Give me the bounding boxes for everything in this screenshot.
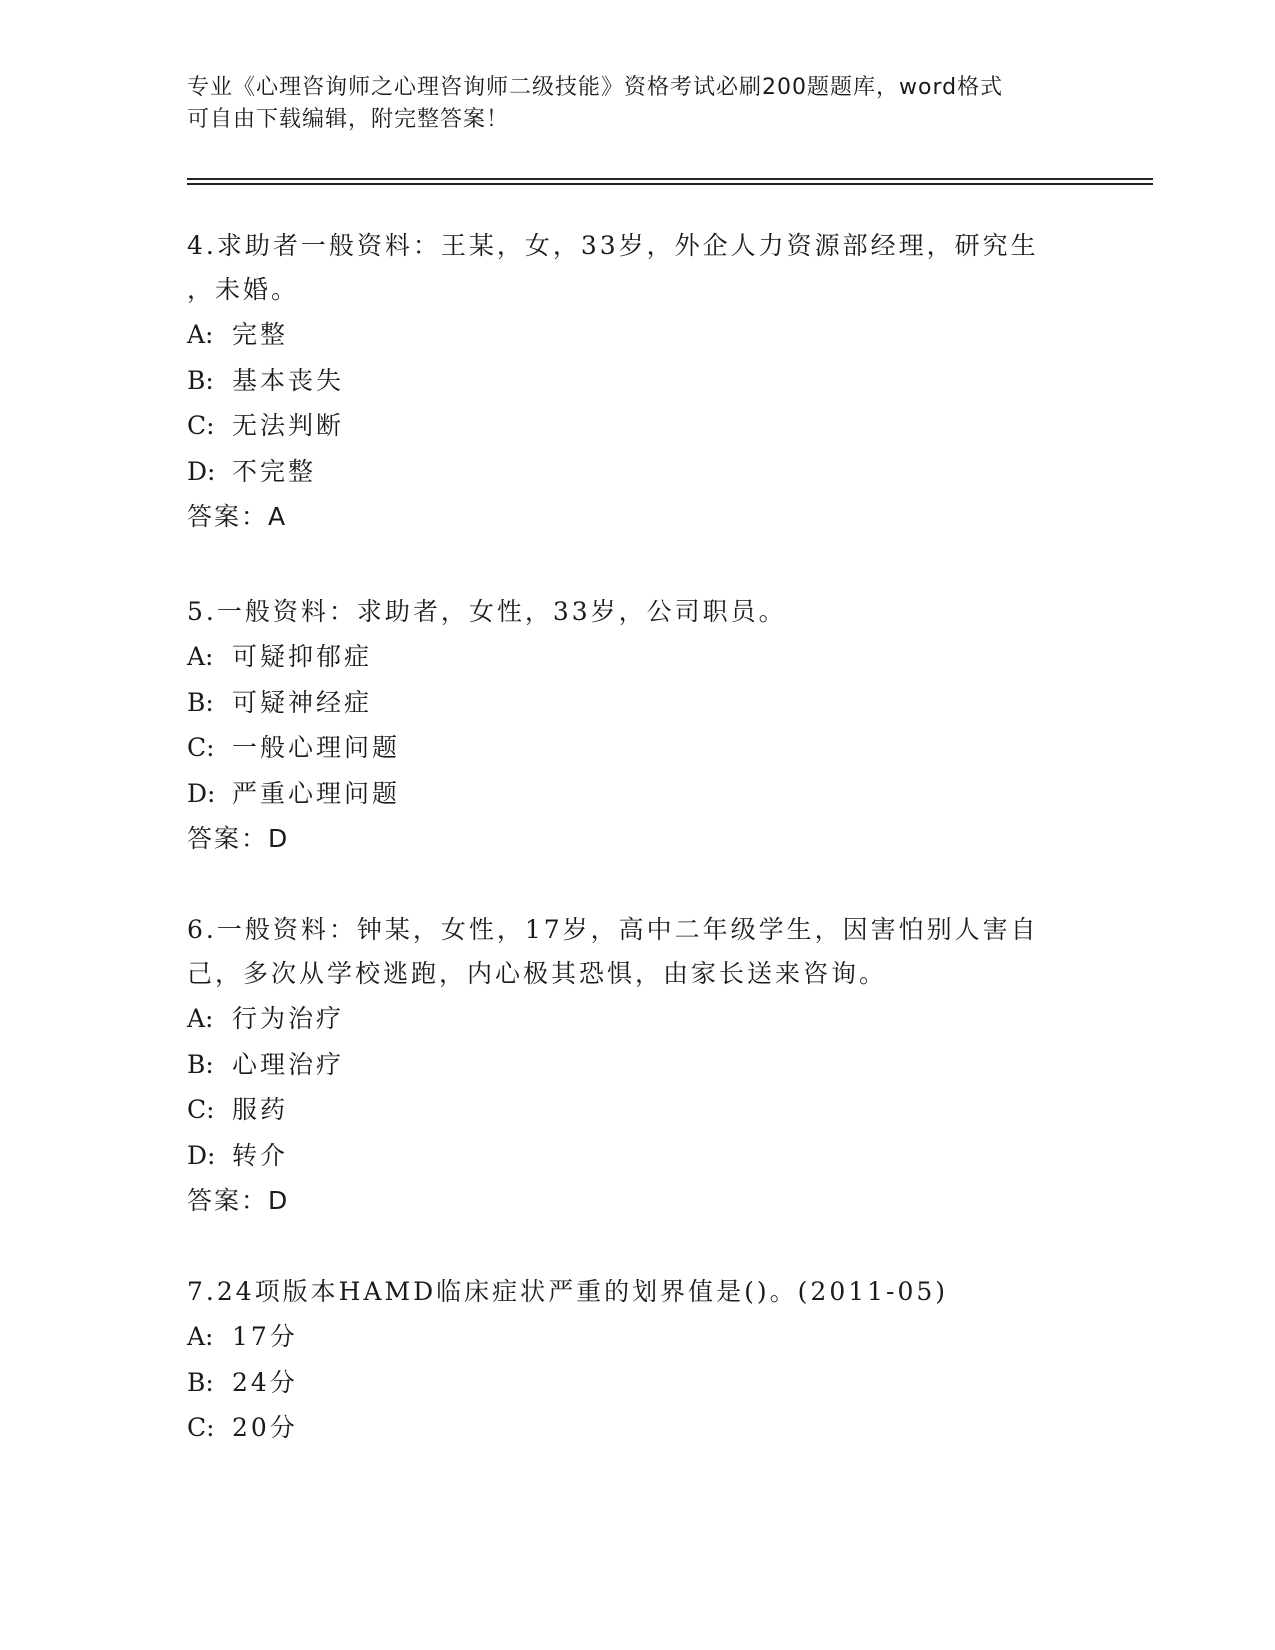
- question-stem-line: 己，多次从学校逃跑，内心极其恐惧，由家长送来咨询。: [187, 959, 888, 988]
- option-label: B:: [187, 1367, 214, 1397]
- option-text: 行为治疗: [232, 1004, 345, 1033]
- document-header: [187, 72, 1067, 136]
- option-label: D:: [187, 456, 216, 486]
- option-text: 严重心理问题: [232, 778, 401, 808]
- option-label: D:: [187, 778, 216, 808]
- option-d: [187, 449, 1067, 495]
- answer-line: 答案：D: [187, 1186, 290, 1215]
- option-text: 心理治疗: [232, 1049, 345, 1079]
- option-label: A:: [187, 642, 214, 671]
- question-stem-line: ，未婚。: [187, 275, 300, 304]
- option-c: [187, 1405, 1067, 1451]
- option-text: 完整: [232, 320, 289, 349]
- header-rule-bottom: [187, 183, 1153, 185]
- option-d: [187, 771, 1067, 817]
- option-b: [187, 358, 1067, 404]
- header-line-2: 可自由下载编辑，附完整答案！: [187, 107, 510, 132]
- option-text: 不完整: [232, 456, 317, 486]
- option-b: [187, 1042, 1067, 1088]
- option-label: C:: [187, 1413, 215, 1442]
- question-item: [187, 1270, 1067, 1451]
- option-a: [187, 996, 1067, 1042]
- option-b: [187, 1360, 1067, 1406]
- option-label: B:: [187, 687, 214, 717]
- option-label: B:: [187, 365, 214, 395]
- answer-line: 答案：A: [187, 502, 288, 531]
- option-label: A:: [187, 1322, 214, 1351]
- option-a: [187, 312, 1067, 358]
- question-item: [187, 590, 1067, 862]
- question-stem-line: 4.求助者一般资料：王某，女，33岁，外企人力资源部经理，研究生: [187, 231, 1039, 260]
- option-text: 可疑抑郁症: [232, 642, 373, 671]
- question-item: [187, 224, 1067, 540]
- question-stem-line: 5.一般资料：求助者，女性，33岁，公司职员。: [187, 597, 787, 626]
- question-item: [187, 908, 1067, 1224]
- option-text: 可疑神经症: [232, 687, 373, 717]
- option-label: B:: [187, 1049, 214, 1079]
- option-label: C:: [187, 733, 215, 762]
- option-text: 17分: [232, 1322, 298, 1351]
- option-b: [187, 680, 1067, 726]
- option-d: [187, 1133, 1067, 1179]
- option-c: [187, 1087, 1067, 1133]
- option-a: [187, 634, 1067, 680]
- option-a: [187, 1314, 1067, 1360]
- option-text: 转介: [232, 1140, 289, 1170]
- option-c: [187, 725, 1067, 771]
- option-text: 无法判断: [232, 411, 345, 440]
- option-text: 20分: [232, 1413, 298, 1442]
- question-stem-line: 6.一般资料：钟某，女性，17岁，高中二年级学生，因害怕别人害自: [187, 915, 1039, 944]
- option-label: A:: [187, 1004, 214, 1033]
- option-text: 24分: [232, 1367, 298, 1397]
- option-c: [187, 403, 1067, 449]
- option-text: 一般心理问题: [232, 733, 401, 762]
- option-label: C:: [187, 411, 215, 440]
- header-line-1: 专业《心理咨询师之心理咨询师二级技能》资格考试必刷200题题库，word格式: [187, 75, 1004, 100]
- answer-line: 答案：D: [187, 824, 290, 853]
- option-text: 基本丧失: [232, 365, 345, 395]
- option-text: 服药: [232, 1095, 289, 1124]
- option-label: A:: [187, 320, 214, 349]
- header-rule-top: [187, 178, 1153, 180]
- question-stem-line: 7.24项版本HAMD临床症状严重的划界值是()。(2011-05): [187, 1277, 949, 1306]
- option-label: C:: [187, 1095, 215, 1124]
- option-label: D:: [187, 1140, 216, 1170]
